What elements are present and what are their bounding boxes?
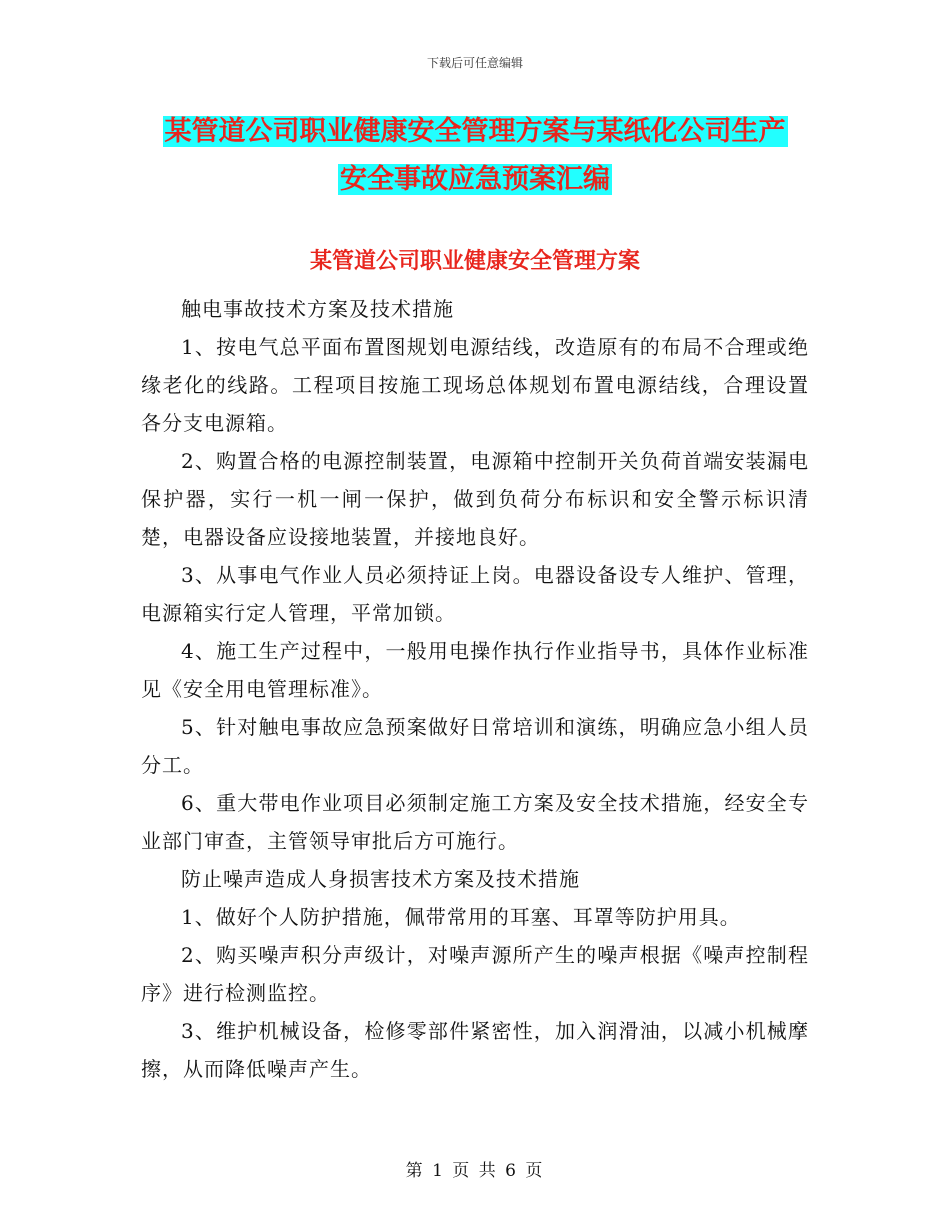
paragraph-item: 3、维护机械设备，检修零部件紧密性，加入润滑油，以减小机械摩擦，从而降低噪声产生。: [141, 1019, 809, 1081]
paragraph-item: 2、购置合格的电源控制装置，电源箱中控制开关负荷首端安装漏电保护器，实行一机一闸一保护，做到负荷分布标识和安全警示标识清楚，电器设备应设接地装置，并接地良好。: [141, 449, 809, 549]
paragraph-item: 1、做好个人防护措施，佩带常用的耳塞、耳罩等防护用具。: [181, 905, 741, 929]
paragraph-item: 2、购买噪声积分声级计，对噪声源所产生的噪声根据《噪声控制程序》进行检测监控。: [141, 943, 809, 1005]
header-note: 下载后可任意编辑: [426, 56, 523, 70]
page-footer: 第 1 页 共 6 页: [405, 1161, 545, 1181]
paragraph-heading-electric: 触电事故技术方案及技术措施: [181, 297, 454, 321]
section-title: 某管道公司职业健康安全管理方案: [309, 248, 640, 274]
document-title: [0, 108, 950, 204]
paragraph-item: 6、重大带电作业项目必须制定施工方案及安全技术措施，经安全专业部门审查，主管领导审批后方可施行。: [141, 791, 809, 853]
paragraph-item: 5、针对触电事故应急预案做好日常培训和演练，明确应急小组人员分工。: [141, 715, 809, 777]
document-title-line-2: 安全事故应急预案汇编: [340, 164, 610, 195]
paragraph-item: 4、施工生产过程中，一般用电操作执行作业指导书，具体作业标准见《安全用电管理标准》。: [141, 639, 809, 701]
paragraph-item: 3、从事电气作业人员必须持证上岗。电器设备设专人维护、管理，电源箱实行定人管理，平常加锁。: [141, 563, 809, 625]
document-title-line-1: 某管道公司职业健康安全管理方案与某纸化公司生产: [164, 116, 786, 147]
paragraph-item: 1、按电气总平面布置图规划电源结线，改造原有的布局不合理或绝缘老化的线路。工程项目按施工现场总体规划布置电源结线，合理设置各分支电源箱。: [141, 335, 809, 435]
paragraph-heading-noise: 防止噪声造成人身损害技术方案及技术措施: [181, 867, 580, 891]
body-text: [141, 290, 809, 1088]
